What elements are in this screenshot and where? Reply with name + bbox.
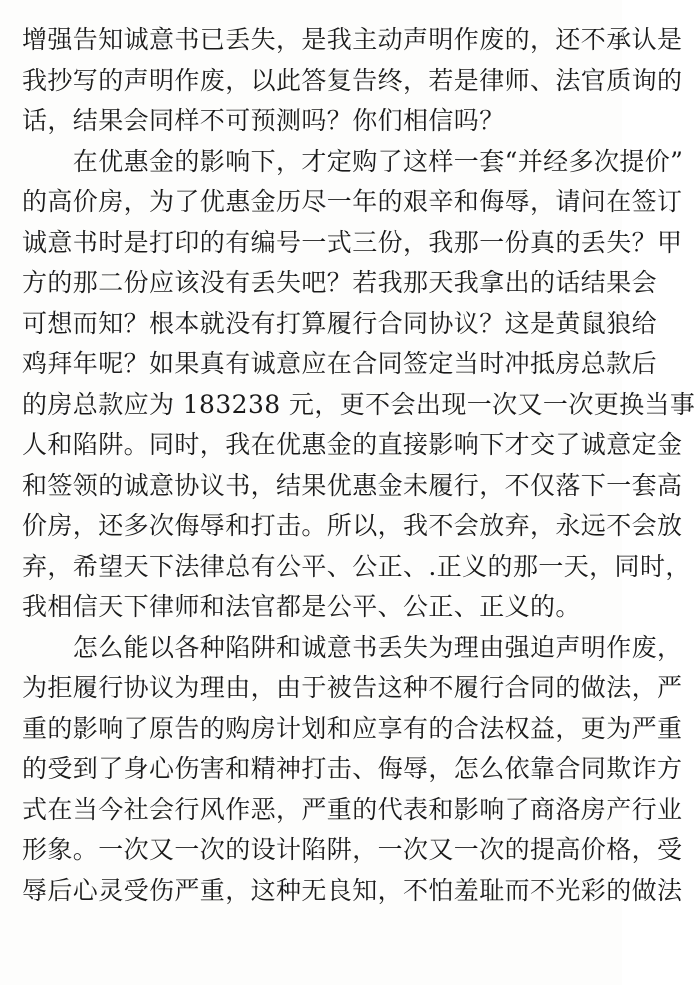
text-line: 的受到了身心伤害和精神打击、侮辱，怎么依靠合同欺诈方: [22, 754, 683, 783]
text-line: 增强告知诚意书已丢失，是我主动声明作废的，还不承认是: [22, 25, 683, 54]
text-line: 人和陷阱。同时，我在优惠金的直接影响下才交了诚意定金: [22, 430, 683, 459]
text-line: 可想而知？根本就没有打算履行合同协议？这是黄鼠狼给: [22, 308, 658, 338]
text-line: 弃，希望天下法律总有公平、公正、.正义的那一天，同时，: [22, 551, 691, 581]
text-line: 重的影响了原告的购房计划和应享有的合法权益，更为严重: [22, 713, 683, 743]
text-line: 鸡拜年呢？如果真有诚意应在合同签定当时冲抵房总款后: [22, 349, 658, 378]
text-line: 辱后心灵受伤严重，这种无良知，不怕羞耻而不光彩的做法: [22, 875, 683, 905]
paragraph-1: [22, 20, 683, 142]
text-line: 怎么能以各种陷阱和诚意书丢失为理由强迫声明作废，: [22, 632, 683, 662]
paragraph-2: [22, 142, 695, 628]
paragraph-3: [22, 628, 683, 912]
text-line: 方的那二份应该没有丢失吧？若我那天我拿出的话结果会: [22, 268, 658, 297]
text-line: 形象。一次又一次的设计陷阱，一次又一次的提高价格，受: [22, 835, 683, 864]
text-line: 的房总款应为 183238 元，更不会出现一次又一次更换当事: [22, 389, 695, 419]
text-line: 我抄写的声明作废，以此答复告终，若是律师、法官质询的: [22, 65, 683, 95]
text-line: 的高价房，为了优惠金历尽一年的艰辛和侮辱，请问在签订: [22, 187, 683, 216]
text-line: 诚意书时是打印的有编号一式三份，我那一份真的丢失？甲: [22, 227, 683, 257]
text-line: 话，结果会同样不可预测吗？你们相信吗？: [22, 106, 505, 135]
text-line: 和签领的诚意协议书，结果优惠金未履行，不仅落下一套高: [22, 470, 683, 500]
document-body: [22, 20, 695, 911]
text-line: 为拒履行协议为理由，由于被告这种不履行合同的做法，严: [22, 673, 683, 702]
text-line: 价房，还多次侮辱和打击。所以，我不会放弃，永远不会放: [22, 511, 683, 540]
text-line: 在优惠金的影响下，才定购了这样一套“并经多次提价”: [22, 146, 684, 176]
text-line: 式在当今社会行风作恶，严重的代表和影响了商洛房产行业: [22, 794, 683, 824]
text-line: 我相信天下律师和法官都是公平、公正、正义的。: [22, 592, 581, 621]
